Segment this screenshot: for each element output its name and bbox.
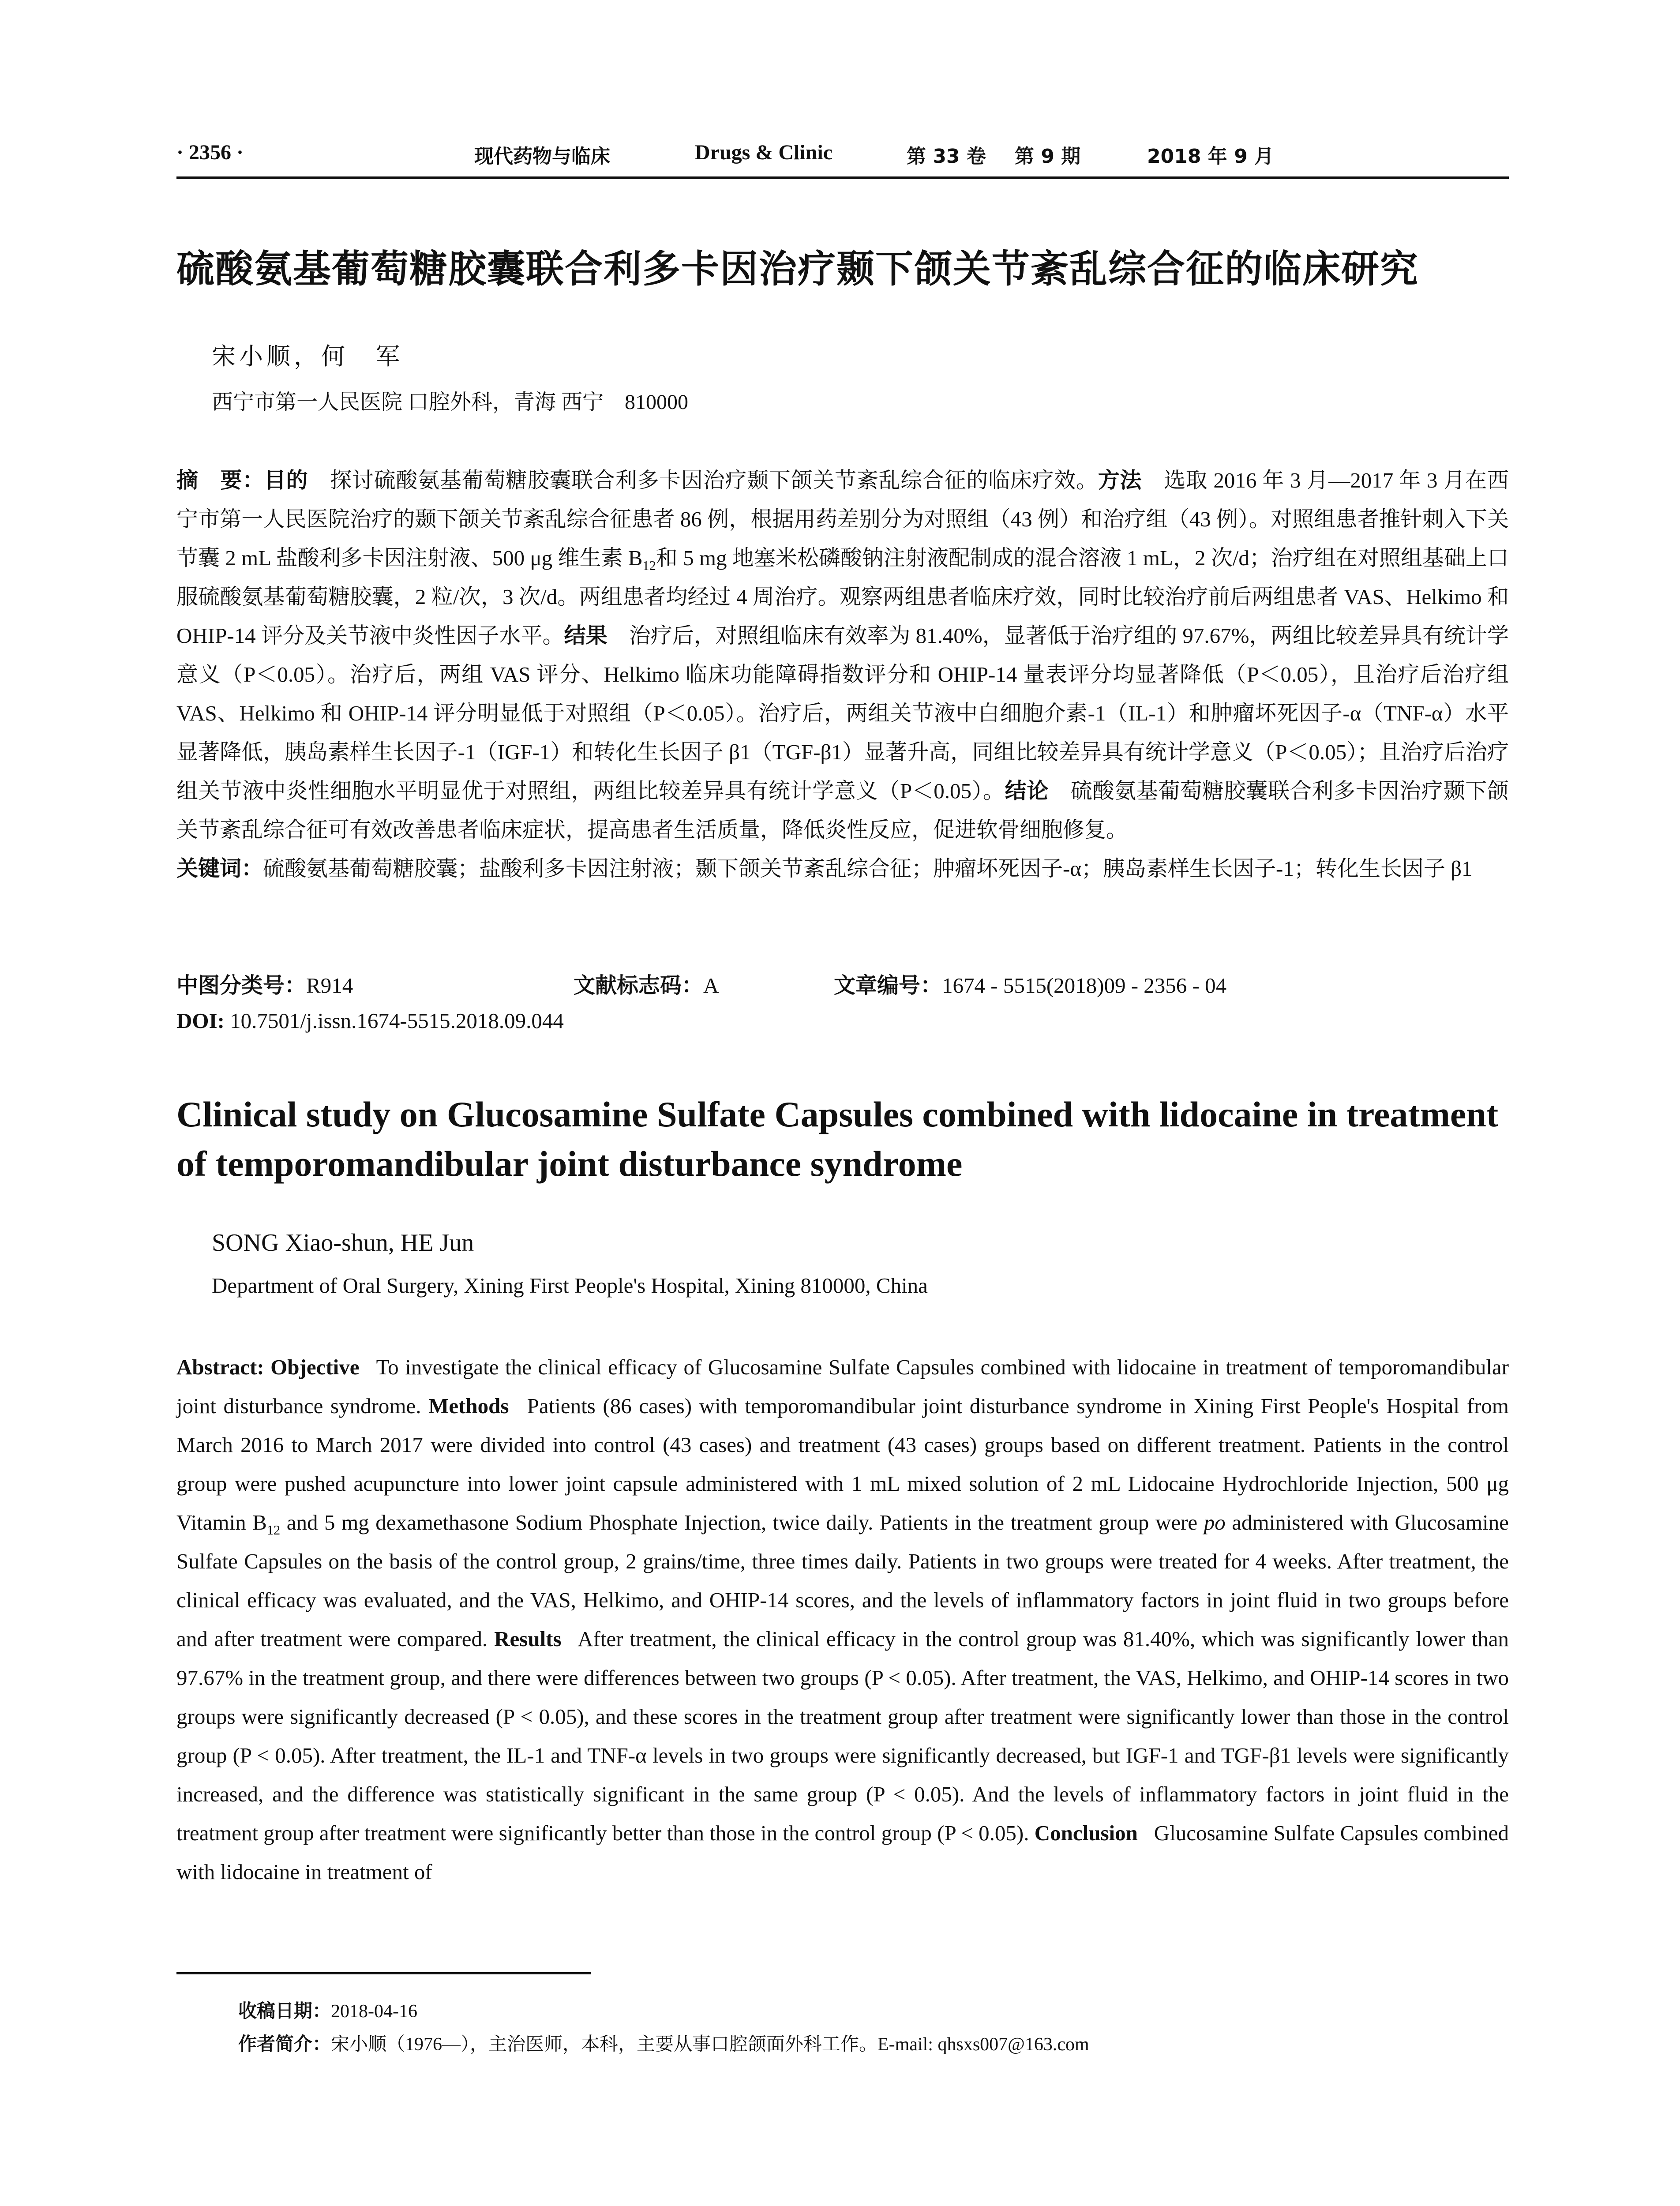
issue: 第 9 期 — [1015, 145, 1081, 168]
conclusion-en: Glucosamine Sulfate Capsules combined with lidocaine in treatment of — [176, 1821, 1509, 1884]
results-en: After treatment, the clinical efficacy in the control group was 81.40%, which was significantly lower than 97.67% in the treatment group, and there were differences between two groups (P < 0.05). After treatment, the VAS, Helkimo, and OHIP-14 scores in two groups were significantly decreased (P < 0.05), and these scores in the treatment group after treatment were significantly lower than those in the control group (P < 0.05). After treatment, the IL-1 and TNF-α levels in two groups were significantly decreased, but IGF-1 and TGF-β1 levels were significantly increased, and the difference was statistically significant in the same group (P < 0.05). And the levels of inflammatory factors in joint fluid in the treatment group after treatment were significantly better than those in the control group (P < 0.05). — [176, 1627, 1509, 1845]
doc-code-label: 文献标志码： — [574, 973, 704, 998]
conclusion-label-cn: 结论 — [1005, 778, 1049, 803]
results-label-en: Results — [494, 1627, 562, 1651]
methods-en-part3: administered with Glucosamine Sulfate Capsules on the basis of the control group, 2 grains/time, three times daily. Patients in two groups were treated for 4 weeks. After treatment, the clinical efficacy was evaluated, and the VAS, Helkimo, and OHIP-14 scores, and the levels of inflammatory factors in joint fluid in two groups before and after treatment were compared. — [176, 1510, 1509, 1651]
title-en: Clinical study on Glucosamine Sulfate Capsules combined with lidocaine in treatment of temporomandibular joint disturbance syndrome — [176, 1094, 1499, 1184]
conclusion-cn: 硫酸氨基葡萄糖胶囊联合利多卡因治疗颞下颌关节紊乱综合征可有效改善患者临床症状，提高患者生活质量，降低炎性反应，促进软骨细胞修复。 — [176, 779, 1509, 842]
footnote-rule — [176, 1972, 591, 1974]
header-rule — [176, 176, 1509, 179]
abstract-label-en: Abstract: Objective — [176, 1355, 360, 1379]
clc-label: 中图分类号： — [176, 973, 307, 998]
page-number: · 2356 · — [176, 141, 244, 164]
journal-name-cn: 现代药物与临床 — [474, 145, 610, 168]
results-label-cn: 结果 — [564, 623, 608, 648]
methods-cn-subscript: 12 — [642, 558, 656, 573]
author-bio-value: 宋小顺（1976—），主治医师，本科，主要从事口腔颌面外科工作。E-mail: qhsxs007@163.com — [331, 2034, 1089, 2055]
methods-en-part1: Patients (86 cases) with temporomandibular joint disturbance syndrome in Xining First People's Hospital from March 2016 to March 2017 were divided into control (43 cases) and treatment (43 cases) groups based on different treatment. Patients in the control group were pushed acupuncture into lower joint capsule administered with 1 mL mixed solution of 2 mL Lidocaine Hydrochloride Injection, 500 μg Vitamin B — [176, 1394, 1509, 1534]
methods-cn-part2: 和 5 mg 地塞米松磷酸钠注射液配制成的混合溶液 1 mL，2 次/d；治疗组在对照组基础上口服硫酸氨基葡萄糖胶囊，2 粒/次，3 次/d。两组患者均经过 4 周治疗。观察两组患者临床疗效，同时比较治疗前后两组患者 VAS、Helkimo 和 OHIP-14 评分及关节液中炎性因子水平。 — [176, 546, 1509, 648]
abstract-cn — [176, 461, 1509, 888]
doi-label: DOI: — [176, 1009, 225, 1033]
classification-row — [176, 968, 1509, 999]
keywords-label-cn: 关键词： — [176, 856, 263, 881]
objective-cn: 探讨硫酸氨基葡萄糖胶囊联合利多卡因治疗颞下颌关节紊乱综合征的临床疗效。 — [330, 468, 1098, 492]
methods-en-subscript: 12 — [266, 1522, 281, 1538]
affiliation-cn: 西宁市第一人民医院 口腔外科，青海 西宁 810000 — [212, 390, 689, 414]
doi — [176, 1008, 564, 1033]
results-cn: 治疗后，对照组临床有效率为 81.40%，显著低于治疗组的 97.67%，两组比较差异具有统计学意义（P＜0.05）。治疗后，两组 VAS 评分、Helkimo 临床功能障碍指数评分和 OHIP-14 量表评分均显著降低（P＜0.05），且治疗后治疗组 VAS、Helkimo 和 OHIP-14 评分明显低于对照组（P＜0.05）。治疗后，两组关节液中白细胞介素-1（IL-1）和肿瘤坏死因子-α（TNF-α）水平显著降低，胰岛素样生长因子-1（IGF-1）和转化生长因子 β1（TGF-β1）显著升高，同组比较差异具有统计学意义（P＜0.05）；且治疗后治疗组关节液中炎性细胞水平明显优于对照组，两组比较差异具有统计学意义（P＜0.05）。 — [176, 623, 1509, 803]
issue-date: 2018 年 9 月 — [1147, 145, 1274, 168]
authors-en: SONG Xiao-shun, HE Jun — [212, 1229, 474, 1257]
methods-label-cn: 方法 — [1098, 468, 1142, 493]
abstract-label-cn: 摘 要： — [176, 468, 264, 493]
author-bio-label: 作者简介： — [238, 2033, 331, 2055]
clc-value: R914 — [306, 973, 353, 998]
title-cn: 硫酸氨基葡萄糖胶囊联合利多卡因治疗颞下颌关节紊乱综合征的临床研究 — [176, 247, 1419, 291]
journal-name-en: Drugs & Clinic — [695, 141, 832, 164]
volume: 第 33 卷 — [907, 145, 986, 168]
received-date — [238, 1996, 417, 2023]
doc-code-value: A — [703, 973, 719, 998]
author-bio — [238, 2030, 1089, 2056]
methods-cn-part1: 选取 2016 年 3 月—2017 年 3 月在西宁市第一人民医院治疗的颞下颌关节紊乱综合征患者 86 例，根据用药差别分为对照组（43 例）和治疗组（43 例）。对照组患者推针刺入下关节囊 2 mL 盐酸利多卡因注射液、500 μg 维生素 B — [176, 468, 1509, 570]
abstract-en — [176, 1348, 1509, 1891]
article-no-value: 1674 - 5515(2018)09 - 2356 - 04 — [942, 973, 1227, 998]
authors-cn: 宋小顺，何 军 — [212, 343, 403, 370]
doi-value: 10.7501/j.issn.1674-5515.2018.09.044 — [230, 1009, 564, 1033]
received-label: 收稿日期： — [238, 2000, 331, 2022]
received-value: 2018-04-16 — [331, 2001, 417, 2022]
conclusion-label-en: Conclusion — [1034, 1821, 1138, 1845]
keywords-cn: 硫酸氨基葡萄糖胶囊；盐酸利多卡因注射液；颞下颌关节紊乱综合征；肿瘤坏死因子-α；胰岛素样生长因子-1；转化生长因子 β1 — [263, 856, 1473, 881]
methods-label-en: Methods — [428, 1394, 509, 1418]
article-no-label: 文章编号： — [834, 973, 942, 998]
methods-en-po: po — [1204, 1510, 1226, 1534]
methods-en-part2: and 5 mg dexamethasone Sodium Phosphate Injection, twice daily. Patients in the treatment group were — [286, 1510, 1198, 1534]
objective-en: To investigate the clinical efficacy of Glucosamine Sulfate Capsules combined with lidocaine in treatment of temporomandibular joint disturbance syndrome. — [176, 1355, 1509, 1418]
objective-label-cn: 目的 — [264, 468, 308, 493]
affiliation-en: Department of Oral Surgery, Xining First People's Hospital, Xining 810000, China — [212, 1273, 928, 1298]
